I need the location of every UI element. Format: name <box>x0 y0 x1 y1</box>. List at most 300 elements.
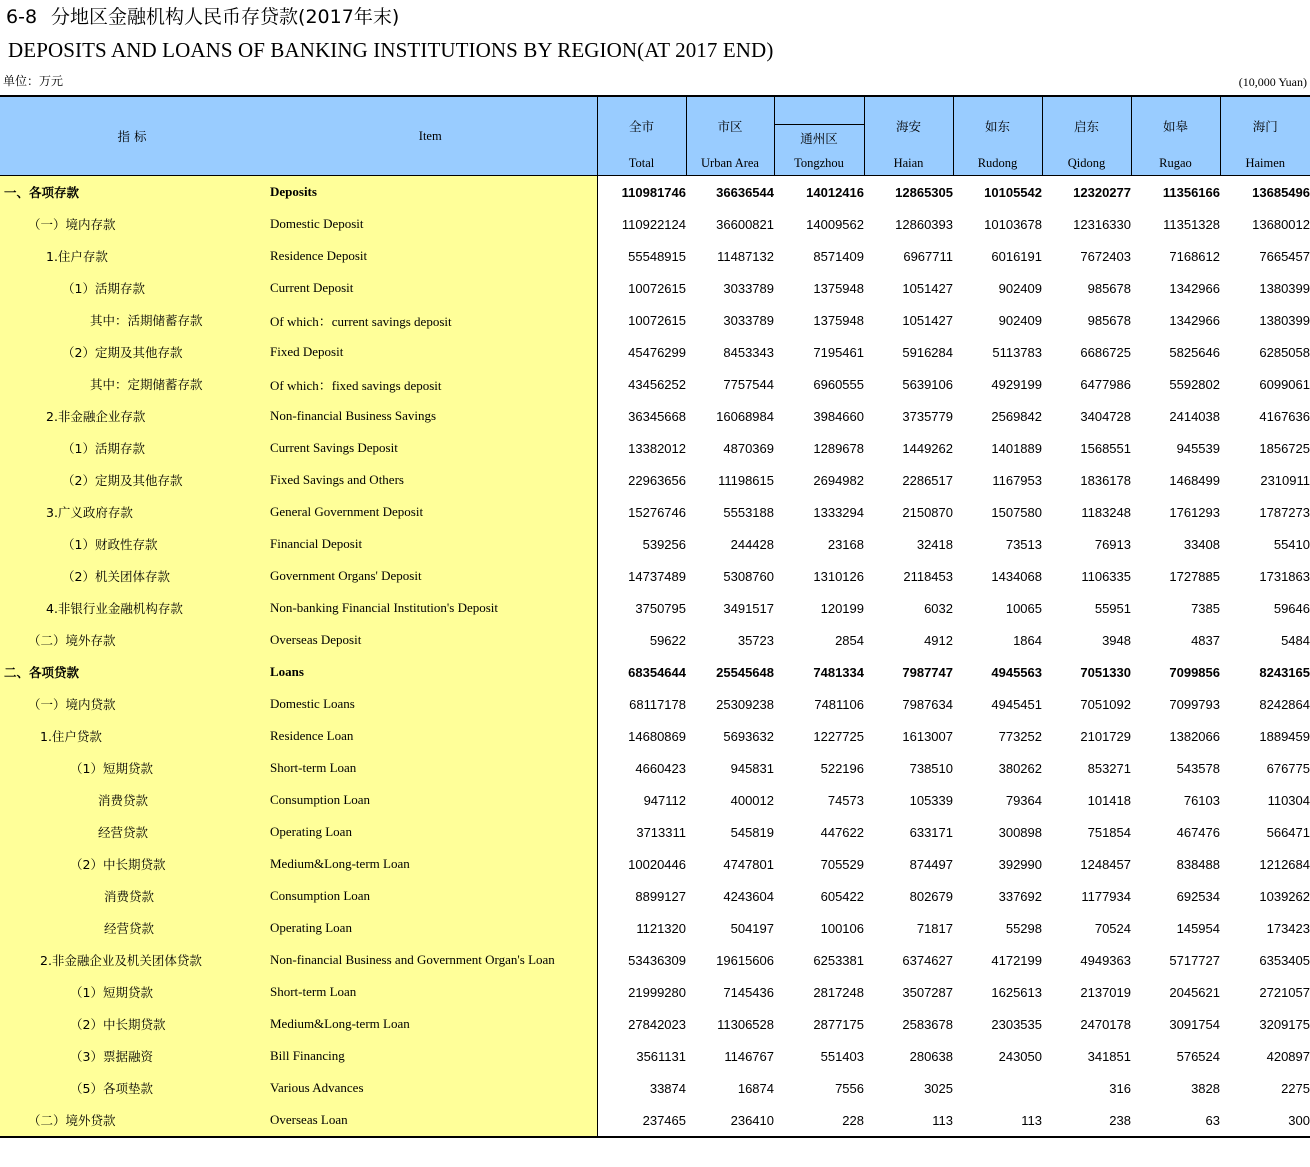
cell-haian: 1449262 <box>902 440 953 456</box>
cell-haian: 12860393 <box>895 216 953 232</box>
header-haian <box>864 96 953 176</box>
table-row <box>0 272 1310 304</box>
row-label-cn: 一、各项存款 <box>0 176 264 209</box>
cell-qidong: 2137019 <box>1080 984 1131 1000</box>
row-label-en: Of which：current savings deposit <box>264 304 597 336</box>
cell-total: 36345668 <box>628 408 686 424</box>
row-label-cn: （2）中长期贷款 <box>0 848 264 880</box>
cell-haian: 2118453 <box>903 568 953 584</box>
cell-haimen: 8243165 <box>1259 664 1310 680</box>
cell-haian: 5639106 <box>902 376 953 392</box>
table-number: 6-8 <box>6 6 38 28</box>
cell-urban-area: 244428 <box>730 536 774 552</box>
cell-haian: 1613007 <box>902 728 953 744</box>
cell-haian: 874497 <box>909 856 953 872</box>
cell-tongzhou: 1310126 <box>813 568 864 584</box>
cell-rudong: 10065 <box>1005 600 1042 616</box>
cell-haimen: 1212684 <box>1259 856 1310 872</box>
cell-total: 45476299 <box>628 344 686 360</box>
cell-urban-area: 25309238 <box>716 696 774 712</box>
cell-total: 4660423 <box>635 760 686 776</box>
cell-qidong: 985678 <box>1087 280 1131 296</box>
header-haimen-cn: 海门 <box>1252 119 1278 134</box>
page-title-cn <box>6 4 399 30</box>
cell-urban-area: 36600821 <box>716 216 774 232</box>
cell-haian: 2583678 <box>902 1016 953 1032</box>
cell-tongzhou: 1333294 <box>813 504 864 520</box>
header-item: Item <box>264 96 597 176</box>
cell-tongzhou: 605422 <box>820 888 864 904</box>
data-table <box>0 95 1310 1138</box>
cell-haian: 633171 <box>909 824 953 840</box>
cell-urban-area: 25545648 <box>716 664 774 680</box>
page-title-en: DEPOSITS AND LOANS OF BANKING INSTITUTIONS BY REGION(AT 2017 END) <box>8 38 774 62</box>
header-total <box>597 96 686 176</box>
cell-total: 110922124 <box>621 216 686 232</box>
cell-tongzhou: 120199 <box>820 600 864 616</box>
header-qidong <box>1042 96 1131 176</box>
row-label-en: Current Deposit <box>264 272 597 304</box>
cell-total: 10020446 <box>628 856 686 872</box>
cell-rugao: 7099856 <box>1169 664 1220 680</box>
row-label-cn: （2）定期及其他存款 <box>0 336 264 368</box>
cell-urban-area: 5693632 <box>723 728 774 744</box>
row-label-en: Operating Loan <box>264 816 597 848</box>
cell-rudong: 1167953 <box>992 472 1042 488</box>
row-label-en: Non-financial Business Savings <box>264 400 597 432</box>
row-label-cn: （二）境外存款 <box>0 624 264 656</box>
cell-qidong: 2101729 <box>1080 728 1131 744</box>
cell-qidong: 1183248 <box>1081 504 1131 520</box>
cell-rugao: 576524 <box>1176 1048 1220 1064</box>
table-row <box>0 560 1310 592</box>
cell-tongzhou: 3984660 <box>813 408 864 424</box>
cell-rudong: 55298 <box>1005 920 1042 936</box>
cell-rugao: 1761293 <box>1169 504 1220 520</box>
cell-total: 14680869 <box>628 728 686 744</box>
table-row <box>0 592 1310 624</box>
cell-total: 43456252 <box>628 376 686 392</box>
unit-label-cn: 单位：万元 <box>3 74 64 88</box>
cell-rudong: 380262 <box>998 760 1042 776</box>
cell-haimen: 1039262 <box>1259 888 1310 904</box>
cell-qidong: 985678 <box>1087 312 1131 328</box>
cell-haian: 738510 <box>909 760 953 776</box>
cell-haimen: 4167636 <box>1259 408 1310 424</box>
row-label-en: Consumption Loan <box>264 880 597 912</box>
cell-rugao: 2414038 <box>1169 408 1220 424</box>
cell-qidong: 3404728 <box>1080 408 1131 424</box>
cell-qidong: 2470178 <box>1080 1016 1131 1032</box>
cell-tongzhou: 23168 <box>827 536 864 552</box>
row-label-cn: 其中：活期储蓄存款 <box>0 304 264 336</box>
cell-qidong: 238 <box>1042 1104 1131 1137</box>
cell-rudong: 1864 <box>1013 632 1042 648</box>
row-label-en: General Government Deposit <box>264 496 597 528</box>
row-label-en: Non-banking Financial Institution's Deposit <box>264 592 597 624</box>
cell-qidong: 12316330 <box>1073 216 1131 232</box>
cell-rugao: 1468499 <box>1169 472 1220 488</box>
header-haian-cn: 海安 <box>895 119 921 134</box>
row-label-en: Overseas Deposit <box>264 624 597 656</box>
cell-qidong: 1568551 <box>1080 440 1131 456</box>
cell-tongzhou: 1227725 <box>813 728 864 744</box>
cell-urban-area: 11306528 <box>717 1016 774 1032</box>
header-rugao <box>1131 96 1220 176</box>
cell-qidong: 7051092 <box>1080 696 1131 712</box>
row-label-cn: 1.住户存款 <box>0 240 264 272</box>
header-indicator: 指 标 <box>0 96 264 176</box>
row-label-cn: （3）票据融资 <box>0 1040 264 1072</box>
cell-qidong: 341851 <box>1087 1048 1131 1064</box>
header-rudong-cn: 如东 <box>984 119 1010 134</box>
cell-tongzhou: 2877175 <box>813 1016 864 1032</box>
cell-haian: 7987634 <box>902 696 953 712</box>
cell-tongzhou: 447622 <box>820 824 864 840</box>
cell-rugao: 945539 <box>1176 440 1220 456</box>
cell-rugao: 838488 <box>1176 856 1220 872</box>
cell-rugao: 7168612 <box>1169 248 1220 264</box>
cell-urban-area: 3033789 <box>723 312 774 328</box>
row-label-cn: （2）中长期贷款 <box>0 1008 264 1040</box>
header-rugao-cn: 如皋 <box>1162 119 1188 134</box>
cell-tongzhou: 7195461 <box>813 344 864 360</box>
table-row <box>0 624 1310 656</box>
cell-rudong: 4929199 <box>991 376 1042 392</box>
row-label-cn: 3.广义政府存款 <box>0 496 264 528</box>
cell-haimen: 55410 <box>1273 536 1310 552</box>
cell-haian: 32418 <box>916 536 953 552</box>
row-label-cn: （2）机关团体存款 <box>0 560 264 592</box>
cell-haimen: 676775 <box>1266 760 1310 776</box>
header-rudong-en: Rudong <box>977 156 1018 170</box>
cell-rugao: 1342966 <box>1169 312 1220 328</box>
header-rugao-en: Rugao <box>1159 156 1192 170</box>
row-label-cn: 4.非银行业金融机构存款 <box>0 592 264 624</box>
table-row <box>0 1040 1310 1072</box>
table-body <box>0 176 1310 1138</box>
cell-tongzhou: 228 <box>774 1104 864 1137</box>
cell-urban-area: 545819 <box>730 824 774 840</box>
cell-total: 3750795 <box>635 600 686 616</box>
cell-haian: 280638 <box>909 1048 953 1064</box>
cell-urban-area: 5553188 <box>723 504 774 520</box>
cell-rugao: 3091754 <box>1169 1016 1220 1032</box>
cell-tongzhou: 522196 <box>820 760 864 776</box>
table-row <box>0 912 1310 944</box>
table-row <box>0 656 1310 688</box>
table-row <box>0 1104 1310 1137</box>
cell-haian: 3025 <box>924 1080 953 1096</box>
cell-rugao: 3828 <box>1191 1080 1220 1096</box>
cell-urban-area: 7145436 <box>723 984 774 1000</box>
row-label-en: Fixed Deposit <box>264 336 597 368</box>
cell-qidong: 6686725 <box>1080 344 1131 360</box>
header-tongzhou-en: Tongzhou <box>794 156 844 170</box>
cell-total: 539256 <box>642 536 686 552</box>
cell-urban-area: 3491517 <box>723 600 774 616</box>
cell-haian: 7987747 <box>902 664 953 680</box>
row-label-en: Domestic Loans <box>264 688 597 720</box>
row-label-cn: （二）境外贷款 <box>0 1104 264 1137</box>
header-qidong-en: Qidong <box>1067 156 1106 170</box>
cell-rudong: 902409 <box>998 312 1042 328</box>
cell-qidong: 3948 <box>1102 632 1131 648</box>
cell-tongzhou: 7481334 <box>813 664 864 680</box>
cell-rudong: 5113783 <box>992 344 1042 360</box>
row-label-cn: （5）各项垫款 <box>0 1072 264 1104</box>
row-label-en: Financial Deposit <box>264 528 597 560</box>
cell-haimen: 5484 <box>1281 632 1310 648</box>
cell-total: 15276746 <box>628 504 686 520</box>
cell-qidong: 12320277 <box>1073 184 1131 200</box>
table-header-row <box>0 96 1310 176</box>
cell-qidong: 101418 <box>1087 792 1131 808</box>
row-label-en: Government Organs' Deposit <box>264 560 597 592</box>
cell-tongzhou: 551403 <box>820 1048 864 1064</box>
table-row <box>0 432 1310 464</box>
cell-total: 8899127 <box>635 888 686 904</box>
cell-rudong: 1507580 <box>991 504 1042 520</box>
cell-tongzhou: 2817248 <box>813 984 864 1000</box>
cell-total: 21999280 <box>628 984 686 1000</box>
cell-urban-area: 7757544 <box>723 376 774 392</box>
table-row <box>0 752 1310 784</box>
cell-urban-area: 11487132 <box>717 248 774 264</box>
table-row <box>0 816 1310 848</box>
cell-total: 237465 <box>597 1104 686 1137</box>
cell-tongzhou: 14009562 <box>806 216 864 232</box>
table-row <box>0 1072 1310 1104</box>
cell-haian: 71817 <box>916 920 953 936</box>
cell-tongzhou: 2854 <box>835 632 864 648</box>
cell-rugao: 76103 <box>1183 792 1220 808</box>
cell-haimen: 8242864 <box>1259 696 1310 712</box>
cell-rugao: 543578 <box>1176 760 1220 776</box>
cell-haimen: 173423 <box>1266 920 1310 936</box>
cell-rudong: 10103678 <box>984 216 1042 232</box>
cell-rugao: 1342966 <box>1169 280 1220 296</box>
cell-rudong: 902409 <box>998 280 1042 296</box>
table-row <box>0 176 1310 209</box>
cell-haimen: 1889459 <box>1259 728 1310 744</box>
cell-haimen: 13680012 <box>1252 216 1310 232</box>
header-tongzhou <box>774 96 864 176</box>
cell-haimen: 2721057 <box>1259 984 1310 1000</box>
row-label-cn: （一）境内存款 <box>0 208 264 240</box>
row-label-en: Bill Financing <box>264 1040 597 1072</box>
cell-haian: 5916284 <box>902 344 953 360</box>
cell-total: 22963656 <box>628 472 686 488</box>
cell-haian: 802679 <box>909 888 953 904</box>
table-row <box>0 1008 1310 1040</box>
cell-haimen: 13685496 <box>1252 184 1310 200</box>
cell-total: 110981746 <box>621 184 686 200</box>
cell-haian: 3735779 <box>902 408 953 424</box>
cell-rugao: 63 <box>1131 1104 1220 1137</box>
cell-haimen: 2275 <box>1281 1080 1310 1096</box>
cell-qidong: 55951 <box>1094 600 1131 616</box>
cell-urban-area: 8453343 <box>723 344 774 360</box>
cell-rudong: 2569842 <box>991 408 1042 424</box>
table-row <box>0 528 1310 560</box>
row-label-en: Residence Deposit <box>264 240 597 272</box>
cell-haimen: 566471 <box>1266 824 1310 840</box>
cell-haimen: 59646 <box>1273 600 1310 616</box>
cell-qidong: 1836178 <box>1080 472 1131 488</box>
cell-qidong: 316 <box>1109 1080 1131 1096</box>
cell-haian: 12865305 <box>895 184 953 200</box>
table-row <box>0 880 1310 912</box>
row-label-cn: 经营贷款 <box>0 816 264 848</box>
cell-tongzhou: 7481106 <box>814 696 864 712</box>
cell-qidong: 853271 <box>1087 760 1131 776</box>
cell-rudong: 2303535 <box>991 1016 1042 1032</box>
row-label-en: Domestic Deposit <box>264 208 597 240</box>
cell-rudong: 4172199 <box>991 952 1042 968</box>
cell-rudong: 1401889 <box>991 440 1042 456</box>
cell-urban-area: 1146767 <box>724 1048 774 1064</box>
header-rudong <box>953 96 1042 176</box>
cell-qidong: 4949363 <box>1080 952 1131 968</box>
cell-rugao: 2045621 <box>1169 984 1220 1000</box>
cell-haimen: 6353405 <box>1259 952 1310 968</box>
table-row <box>0 976 1310 1008</box>
table-row <box>0 240 1310 272</box>
table-row <box>0 336 1310 368</box>
cell-rudong: 1434068 <box>991 568 1042 584</box>
cell-haian: 105339 <box>909 792 953 808</box>
cell-rugao: 11356166 <box>1162 184 1220 200</box>
header-qidong-cn: 启东 <box>1073 119 1099 134</box>
cell-haian: 2286517 <box>902 472 953 488</box>
cell-urban-area: 19615606 <box>716 952 774 968</box>
table-row <box>0 400 1310 432</box>
cell-rudong: 79364 <box>1005 792 1042 808</box>
cell-tongzhou: 705529 <box>820 856 864 872</box>
row-label-en: Loans <box>264 656 597 688</box>
cell-rudong: 337692 <box>998 888 1042 904</box>
cell-total: 33874 <box>649 1080 686 1096</box>
cell-total: 14737489 <box>628 568 686 584</box>
cell-urban-area: 16874 <box>737 1080 774 1096</box>
cell-total: 947112 <box>643 792 686 808</box>
header-urban-cn: 市区 <box>717 119 743 134</box>
cell-haimen: 6285058 <box>1259 344 1310 360</box>
cell-tongzhou: 14012416 <box>806 184 864 200</box>
cell-total: 1121320 <box>636 920 686 936</box>
row-label-cn: （1）财政性存款 <box>0 528 264 560</box>
cell-rudong: 10105542 <box>984 184 1042 200</box>
cell-haimen: 1380399 <box>1259 312 1310 328</box>
cell-rugao: 145954 <box>1176 920 1220 936</box>
cell-qidong: 1248457 <box>1080 856 1131 872</box>
cell-haimen: 3209175 <box>1259 1016 1310 1032</box>
row-label-cn: 消费贷款 <box>0 784 264 816</box>
cell-haian: 6967711 <box>903 248 953 264</box>
cell-rugao: 7099793 <box>1169 696 1220 712</box>
cell-rugao: 1727885 <box>1169 568 1220 584</box>
table-row <box>0 208 1310 240</box>
cell-rudong: 113 <box>953 1104 1042 1137</box>
cell-haian: 1051427 <box>902 280 953 296</box>
row-label-en: Operating Loan <box>264 912 597 944</box>
cell-rudong: 73513 <box>1005 536 1042 552</box>
cell-total: 68354644 <box>628 664 686 680</box>
cell-tongzhou: 100106 <box>820 920 864 936</box>
cell-tongzhou: 6253381 <box>813 952 864 968</box>
cell-total: 27842023 <box>628 1016 686 1032</box>
cell-rudong: 4945451 <box>991 696 1042 712</box>
header-haimen <box>1220 96 1310 176</box>
cell-total: 59622 <box>649 632 686 648</box>
cell-qidong: 1106335 <box>1081 568 1131 584</box>
cell-total: 10072615 <box>628 280 686 296</box>
cell-total: 55548915 <box>628 248 686 264</box>
cell-rudong: 4945563 <box>991 664 1042 680</box>
row-label-en: Fixed Savings and Others <box>264 464 597 496</box>
cell-haimen: 6099061 <box>1259 376 1310 392</box>
header-urban <box>686 96 774 176</box>
cell-rugao: 7385 <box>1191 600 1220 616</box>
cell-rudong <box>953 1072 1042 1104</box>
row-label-en: Short-term Loan <box>264 976 597 1008</box>
cell-haimen: 110304 <box>1267 792 1310 808</box>
cell-rudong: 300898 <box>998 824 1042 840</box>
table-row <box>0 496 1310 528</box>
header-total-cn: 全市 <box>628 119 654 134</box>
row-label-cn: 经营贷款 <box>0 912 264 944</box>
cell-tongzhou: 1375948 <box>813 280 864 296</box>
row-label-cn: 2.非金融企业及机关团体贷款 <box>0 944 264 976</box>
cell-rugao: 4837 <box>1191 632 1220 648</box>
table-row <box>0 784 1310 816</box>
row-label-en: Current Savings Deposit <box>264 432 597 464</box>
cell-urban-area: 4747801 <box>723 856 774 872</box>
cell-tongzhou: 2694982 <box>813 472 864 488</box>
table-row <box>0 720 1310 752</box>
row-label-cn: 二、各项贷款 <box>0 656 264 688</box>
cell-qidong: 7672403 <box>1080 248 1131 264</box>
cell-rugao: 5592802 <box>1169 376 1220 392</box>
row-label-cn: （1）活期存款 <box>0 272 264 304</box>
row-label-en: Short-term Loan <box>264 752 597 784</box>
row-label-en: Overseas Loan <box>264 1104 597 1137</box>
cell-tongzhou: 1289678 <box>813 440 864 456</box>
cell-tongzhou: 6960555 <box>813 376 864 392</box>
row-label-en: Deposits <box>264 176 597 209</box>
header-haian-en: Haian <box>893 156 924 170</box>
cell-rudong: 392990 <box>998 856 1042 872</box>
cell-urban-area: 4243604 <box>723 888 774 904</box>
cell-total: 3713311 <box>636 824 686 840</box>
header-total-en: Total <box>628 156 655 170</box>
cell-urban-area: 4870369 <box>723 440 774 456</box>
row-label-en: Residence Loan <box>264 720 597 752</box>
cell-qidong: 76913 <box>1094 536 1131 552</box>
cell-rugao: 33408 <box>1183 536 1220 552</box>
cell-urban-area: 945831 <box>730 760 774 776</box>
table-row <box>0 688 1310 720</box>
cell-tongzhou: 74573 <box>827 792 864 808</box>
cell-rugao: 5825646 <box>1169 344 1220 360</box>
cell-haimen: 300 <box>1220 1104 1310 1137</box>
row-label-cn: （一）境内贷款 <box>0 688 264 720</box>
cell-rugao: 5717727 <box>1169 952 1220 968</box>
cell-haian: 4912 <box>924 632 953 648</box>
cell-rudong: 773252 <box>998 728 1042 744</box>
cell-tongzhou: 8571409 <box>813 248 864 264</box>
